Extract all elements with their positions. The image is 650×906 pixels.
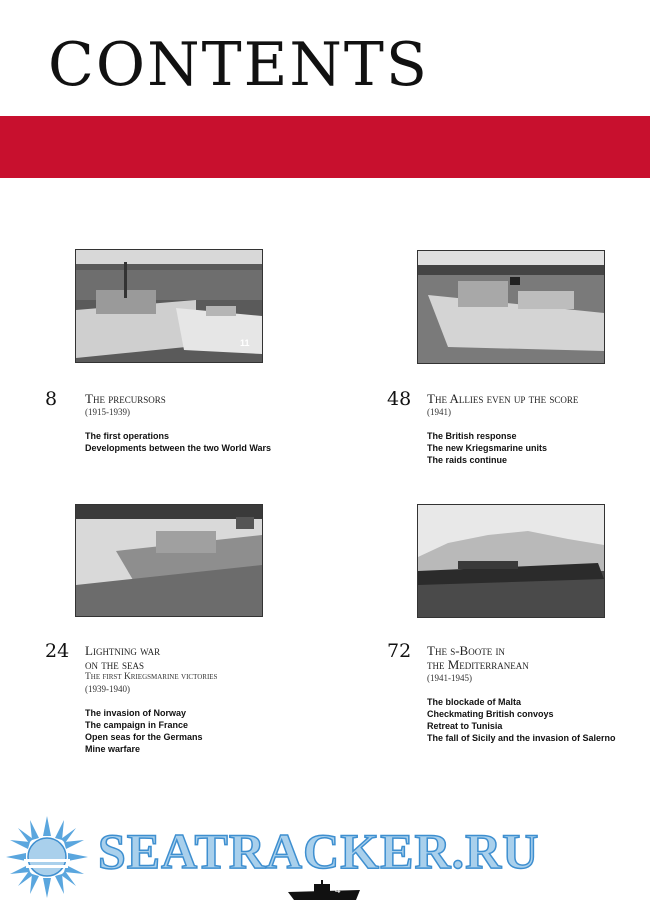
page-number: 8 (45, 388, 58, 410)
topic-list (85, 707, 315, 755)
topic-list (427, 696, 650, 744)
red-band (0, 116, 650, 178)
photo-allies (417, 250, 605, 364)
boat-under-mountain-photo-icon (418, 505, 604, 617)
watermark-text: SEATRACKER.RU (98, 823, 540, 879)
chapter-years: (1941-1945) (427, 673, 472, 683)
boat-silhouette-icon (288, 880, 360, 902)
chapter-title: The s-Boote in the Mediterranean (427, 643, 529, 672)
topic-item: The first operations (85, 431, 170, 441)
page-number: 48 (387, 388, 412, 410)
chapter-years: (1941) (427, 407, 451, 417)
topic-item: Retreat to Tunisia (427, 721, 503, 731)
topic-item: The blockade of Malta (427, 697, 522, 707)
sun-logo-icon (4, 814, 90, 900)
chapter-years: (1939-1940) (85, 684, 130, 694)
photo-lightning (75, 504, 263, 617)
page-number: 72 (387, 640, 412, 662)
chapter-title: The Allies even up the score (427, 391, 579, 406)
topic-item: The fall of Sicily and the invasion of Salerno (427, 733, 616, 743)
page-number: 24 (45, 640, 70, 662)
chapter-subtitle: The first Kriegsmarine victories (85, 672, 218, 682)
boat-in-harbour-photo-icon (418, 251, 604, 363)
photo-sboote (417, 504, 605, 618)
topic-item: The campaign in France (85, 720, 189, 730)
topic-item: Open seas for the Germans (85, 732, 203, 742)
topic-list (427, 430, 650, 466)
chapter-title: Lightning war on the seas (85, 643, 161, 672)
boat-deck-photo-icon (76, 505, 262, 616)
topic-item: The British response (427, 431, 517, 441)
hull-number: 11 (240, 338, 250, 348)
photo-precursors (75, 249, 263, 363)
boats-at-sea-photo-icon (76, 250, 262, 362)
topic-item: Mine warfare (85, 744, 141, 754)
page-title: CONTENTS (48, 30, 430, 100)
topic-item: The raids continue (427, 455, 508, 465)
topic-item: Checkmating British convoys (427, 709, 554, 719)
page-folio: 4 (335, 885, 341, 896)
chapter-years: (1915-1939) (85, 407, 130, 417)
topic-list (85, 430, 315, 454)
topic-item: The invasion of Norway (85, 708, 187, 718)
topic-item: The new Kriegsmarine units (427, 443, 548, 453)
topic-item: Developments between the two World Wars (85, 443, 272, 453)
chapter-title: The precursors (85, 391, 166, 406)
